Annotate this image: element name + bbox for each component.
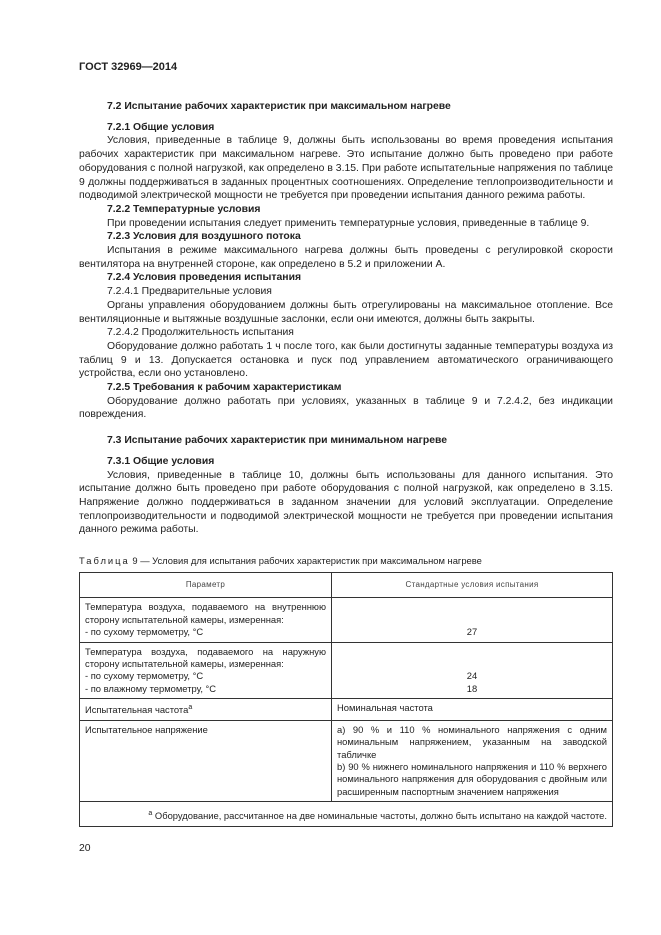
param-text: Температура воздуха, подаваемого на наружную сторону испытательной камеры, измеренная: [85, 645, 326, 670]
heading-7-2-4-1: 7.2.4.1 Предварительные условия [107, 286, 272, 298]
table-caption [79, 555, 482, 566]
table-row [80, 642, 613, 699]
table-caption-text: 9 — Условия для испытания рабочих характеристик при максимальном нагреве [129, 555, 482, 566]
heading-7-2-3: 7.2.3 Условия для воздушного потока [107, 231, 301, 243]
heading-7-2-5: 7.2.5 Требования к рабочим характеристикам [107, 382, 342, 394]
document-header: ГОСТ 32969—2014 [79, 61, 178, 73]
paragraph-7-2-2: При проведении испытания следует применить температурные условия, приведенные в таблице 9. [107, 217, 590, 229]
value-text: 27 [466, 626, 478, 638]
paragraph-7-3-1: Условия, приведенные в таблице 10, должны быть использованы для данного испытания. Это испытание должно быть проведено при работе оборудования с полной нагрузкой, как определено в 3.15. Напряжение должно поддерживаться в заданном значении для условий эксплуатации. Определение теплопроизводительности и подводимой электрической мощности не требуется при проведении испытания данного режима работы. [79, 469, 613, 536]
param-text: Испытательная частота [85, 704, 189, 716]
table-row [80, 720, 613, 801]
param-cell [80, 699, 332, 721]
footnote-marker: a [148, 810, 153, 818]
document-body [79, 93, 613, 537]
table-caption-label: Таблица [79, 555, 130, 566]
section-heading-7-3: 7.3 Испытание рабочих характеристик при минимальном нагреве [107, 435, 448, 447]
paragraph-7-2-5: Оборудование должно работать при условиях, указанных в таблице 9 и 7.2.4.2, без индикации повреждения. [79, 395, 613, 421]
footnote-cell [80, 802, 613, 827]
value-cell [332, 598, 613, 642]
footnote-marker: a [188, 704, 193, 712]
value-cell [332, 720, 613, 801]
heading-7-2-4-2: 7.2.4.2 Продолжительность испытания [107, 327, 294, 339]
value-text: a) 90 % и 110 % номинального напряжения с одним номинальным напряжением, указанным на заводской табличке [337, 723, 607, 760]
param-text: - по сухому термометру, °С [85, 626, 204, 638]
heading-7-2-2: 7.2.2 Температурные условия [107, 203, 261, 215]
table-footnote-row [80, 802, 613, 827]
footnote-text: Оборудование, рассчитанное на две номинальные частоты, должно быть испытано на каждой частоте. [152, 810, 607, 822]
column-header-conditions: Стандартные условия испытания [332, 573, 613, 598]
section-heading-7-2: 7.2 Испытание рабочих характеристик при максимальном нагреве [107, 101, 451, 112]
value-cell: Номинальная частота [332, 699, 613, 721]
param-cell [80, 598, 332, 642]
paragraph-7-2-4-1: Органы управления оборудованием должны быть отрегулированы на максимальное отопление. Все вентиляционные и вытяжные воздушные заслонки, если они имеются, должны быть закрыты. [79, 299, 613, 325]
heading-7-2-1: 7.2.1 Общие условия [107, 121, 215, 133]
paragraph-7-2-1: Условия, приведенные в таблице 9, должны быть использованы во время проведения испытания рабочих характеристик при максимальном нагреве. Это испытание должно быть проведено при работе оборудования с полной нагрузкой, как определено в 3.15. При работе испытательные напряжения по таблице 9 должны поддерживаться в заданных процентных соотношениях. Определение теплопроизводительности и подводимой электрической мощности не требуется при проведении испытания данного режима работы. [79, 135, 613, 202]
column-header-parameter: Параметр [80, 573, 332, 598]
table-header-row [80, 573, 613, 598]
value-text: 18 [466, 682, 478, 694]
heading-7-3-1: 7.3.1 Общие условия [107, 455, 215, 467]
table-row [80, 598, 613, 642]
conditions-table [79, 572, 613, 827]
param-text: - по влажному термометру, °С [85, 682, 217, 694]
value-cell [332, 642, 613, 699]
value-text: 24 [466, 670, 478, 682]
value-text: b) 90 % нижнего номинального напряжения и 110 % верхнего номинального напряжения для оборудования с двойным или расширенным паспортным значением напряжения [337, 761, 607, 797]
param-text: Температура воздуха, подаваемого на внутреннюю сторону испытательной камеры, измеренная: [85, 601, 326, 625]
paragraph-7-2-4-2: Оборудование должно работать 1 ч после того, как были достигнуты заданные температуры воздуха из таблиц 9 и 13. Допускается остановка и пуск под управлением автоматического ограничивающего устройства, если оно установлено. [79, 340, 613, 380]
heading-7-2-4: 7.2.4 Условия проведения испытания [107, 272, 302, 284]
paragraph-7-2-3: Испытания в режиме максимального нагрева должны быть проведены с регулировкой скорости вентилятора на внутренней стороне, как определено в 5.2 и приложении А. [79, 245, 613, 270]
param-cell: Испытательное напряжение [80, 720, 332, 801]
page-number: 20 [79, 843, 91, 854]
table-row [80, 699, 613, 721]
param-text: - по сухому термометру, °С [85, 670, 204, 682]
param-cell [80, 642, 332, 699]
